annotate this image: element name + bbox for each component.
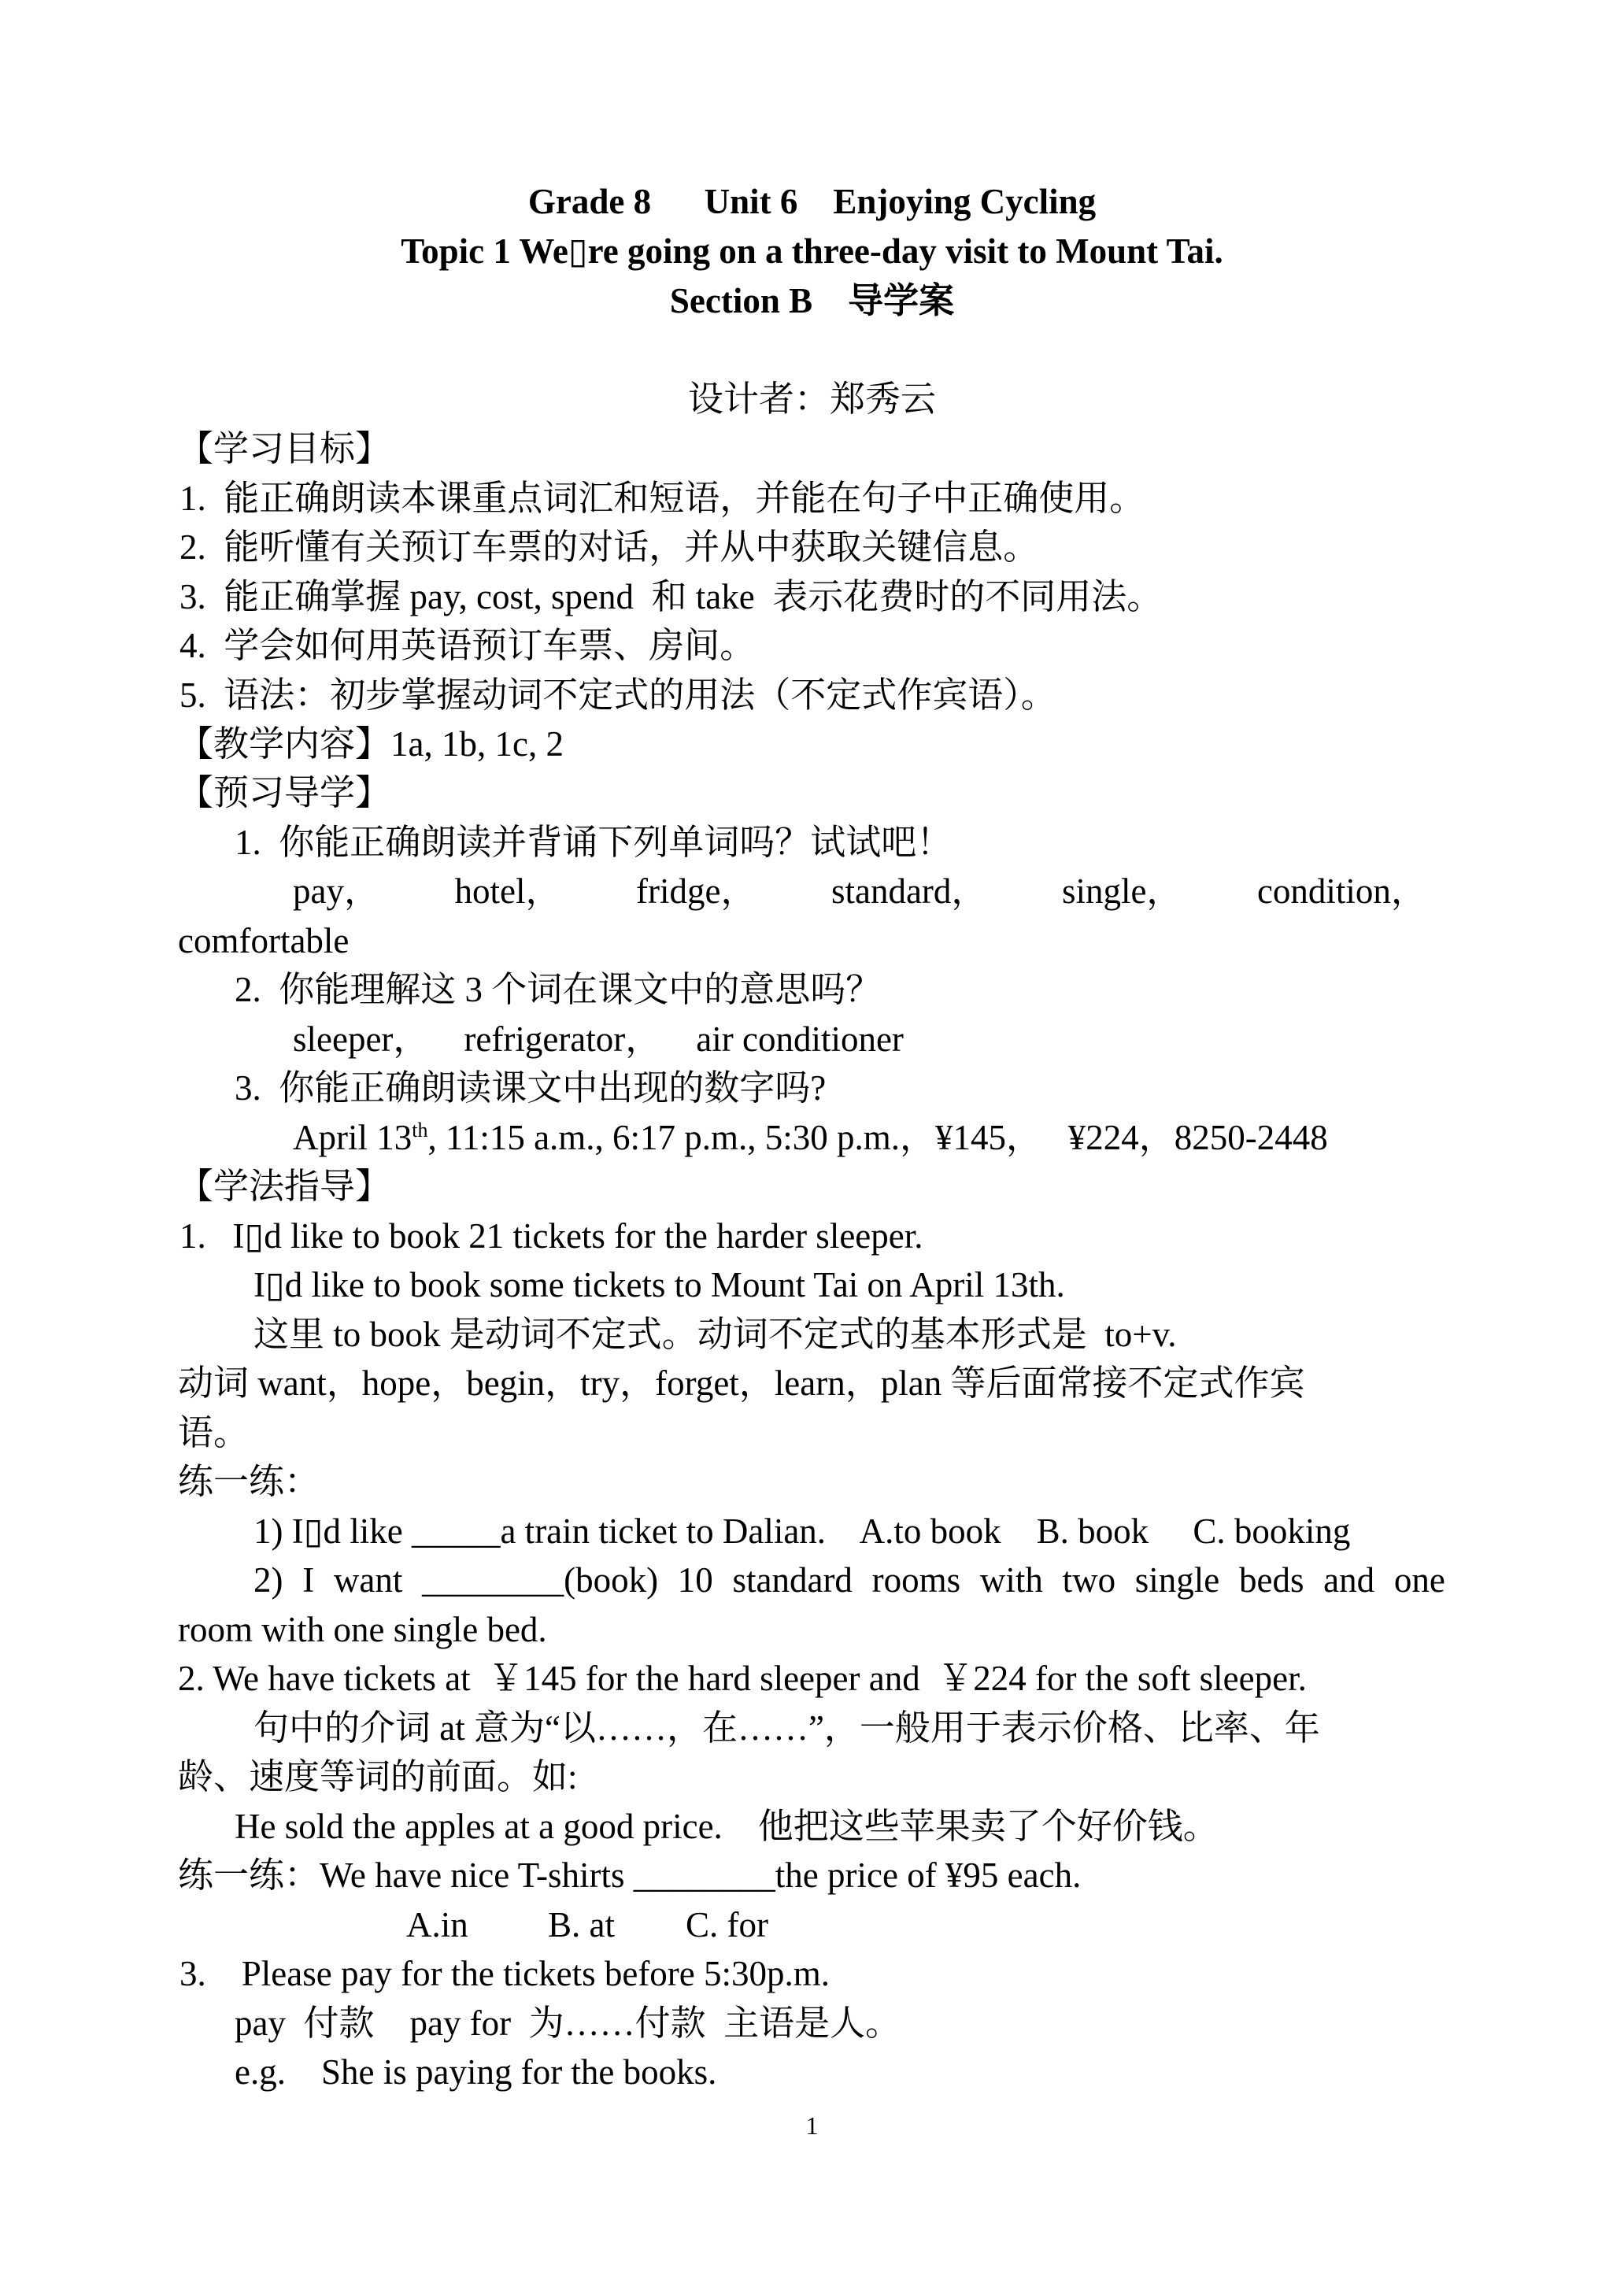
word: want xyxy=(333,1560,403,1600)
preview-question-1: 1. 你能正确朗读并背诵下列单词吗？试试吧！ xyxy=(235,823,953,862)
preview-question-3: 3. 你能正确朗读课文中出现的数字吗? xyxy=(235,1068,827,1108)
word: ________(book) xyxy=(422,1560,659,1600)
word-item: standard， xyxy=(830,871,987,911)
objective-item: 4. 学会如何用英语预订车票、房间。 xyxy=(179,626,756,665)
objective-item: 1. 能正确朗读本课重点词汇和短语，并能在句子中正确使用。 xyxy=(179,479,1145,518)
word: 2) xyxy=(253,1560,283,1600)
designer-line: 设计者：郑秀云 xyxy=(687,379,936,419)
word: two xyxy=(1062,1560,1116,1600)
guide-point-1-explanation: 动词 want，hope，begin，try，forget，learn，plan 等后面常接不定式作宾 xyxy=(178,1363,1305,1403)
objective-item: 3. 能正确掌握 pay, cost, spend 和 take 表示花费时的不同用法。 xyxy=(179,577,1163,616)
word-item: comfortable xyxy=(178,921,350,960)
title-line-1: Grade 8 Unit 6 Enjoying Cycling xyxy=(527,182,1097,221)
numbers-text: , 11:15 a.m., 6:17 p.m., 5:30 p.m.，¥145， ¥224，8250-2448 xyxy=(427,1118,1328,1157)
guide-point-2-explanation: 龄、速度等词的前面。如: xyxy=(178,1757,578,1796)
word: standard xyxy=(732,1560,853,1600)
guide-point-1-explanation: 语。 xyxy=(178,1413,250,1452)
guide-point-1: 1. I▯d like to book 21 tickets for the harder sleeper. xyxy=(179,1216,923,1256)
guide-point-2: 2. We have tickets at ￥145 for the hard sleeper and ￥224 for the soft sleeper. xyxy=(178,1659,1307,1698)
word-item: hotel， xyxy=(454,871,561,911)
preview-question-2: 2. 你能理解这 3 个词在课文中的意思吗？ xyxy=(235,970,882,1009)
word: rooms xyxy=(871,1560,961,1600)
practice-question: 练一练：We have nice T-shirts ________the price of ¥95 each. xyxy=(178,1856,1082,1895)
title-line-3: Section B 导学案 xyxy=(669,281,955,320)
practice-question-continued: room with one single bed. xyxy=(178,1610,547,1649)
guide-heading: 【学法指导】 xyxy=(178,1167,391,1206)
word: I xyxy=(302,1560,315,1600)
objectives-heading: 【学习目标】 xyxy=(178,429,391,468)
guide-point-2-example: He sold the apples at a good price. 他把这些苹果卖了个好价钱。 xyxy=(235,1807,1219,1846)
word-item: single， xyxy=(1061,871,1182,911)
objective-item: 2. 能听懂有关预订车票的对话，并从中获取关键信息。 xyxy=(179,527,1039,567)
word: single xyxy=(1134,1560,1220,1600)
teaching-content-heading: 【教学内容】1a, 1b, 1c, 2 xyxy=(178,724,564,764)
word: beds xyxy=(1238,1560,1304,1600)
guide-point-1-example: I▯d like to book some tickets to Mount Tai on April 13th. xyxy=(253,1265,1065,1304)
guide-point-1-explanation: 这里 to book 是动词不定式。动词不定式的基本形式是 to+v. xyxy=(253,1315,1177,1354)
preview-numbers xyxy=(293,1120,1328,1156)
guide-point-3-example: e.g. She is paying for the books. xyxy=(235,2052,717,2092)
preview-word-list xyxy=(293,871,1426,911)
practice-question: 1) I▯d like _____a train ticket to Dalian. A.to book B. book C. booking xyxy=(253,1511,1351,1551)
word-item: condition， xyxy=(1256,871,1426,911)
preview-word-list-2: sleeper， refrigerator， air conditioner xyxy=(293,1019,904,1059)
title-line-2: Topic 1 We▯re going on a three-day visit to Mount Tai. xyxy=(401,231,1223,271)
preview-heading: 【预习导学】 xyxy=(178,773,391,812)
guide-point-3: 3. Please pay for the tickets before 5:30p.m. xyxy=(179,1954,830,1993)
word-item: pay， xyxy=(293,871,379,911)
page-number: 1 xyxy=(805,2111,819,2140)
word: 10 xyxy=(677,1560,713,1600)
guide-point-3-explanation: pay 付款 pay for 为……付款 主语是人。 xyxy=(235,2004,901,2043)
objective-item: 5. 语法：初步掌握动词不定式的用法（不定式作宾语）。 xyxy=(179,675,1056,715)
word: and xyxy=(1323,1560,1375,1600)
practice-options: A.in B. at C. for xyxy=(406,1905,768,1944)
word-item: fridge， xyxy=(636,871,757,911)
numbers-text: April 13 xyxy=(293,1118,412,1157)
practice-question xyxy=(253,1560,1445,1600)
practice-label: 练一练： xyxy=(178,1462,320,1501)
word: with xyxy=(979,1560,1043,1600)
superscript-th: th xyxy=(412,1119,428,1141)
word: one xyxy=(1393,1560,1445,1600)
guide-point-2-explanation: 句中的介词 at 意为“以……，在……”，一般用于表示价格、比率、年 xyxy=(253,1708,1320,1748)
